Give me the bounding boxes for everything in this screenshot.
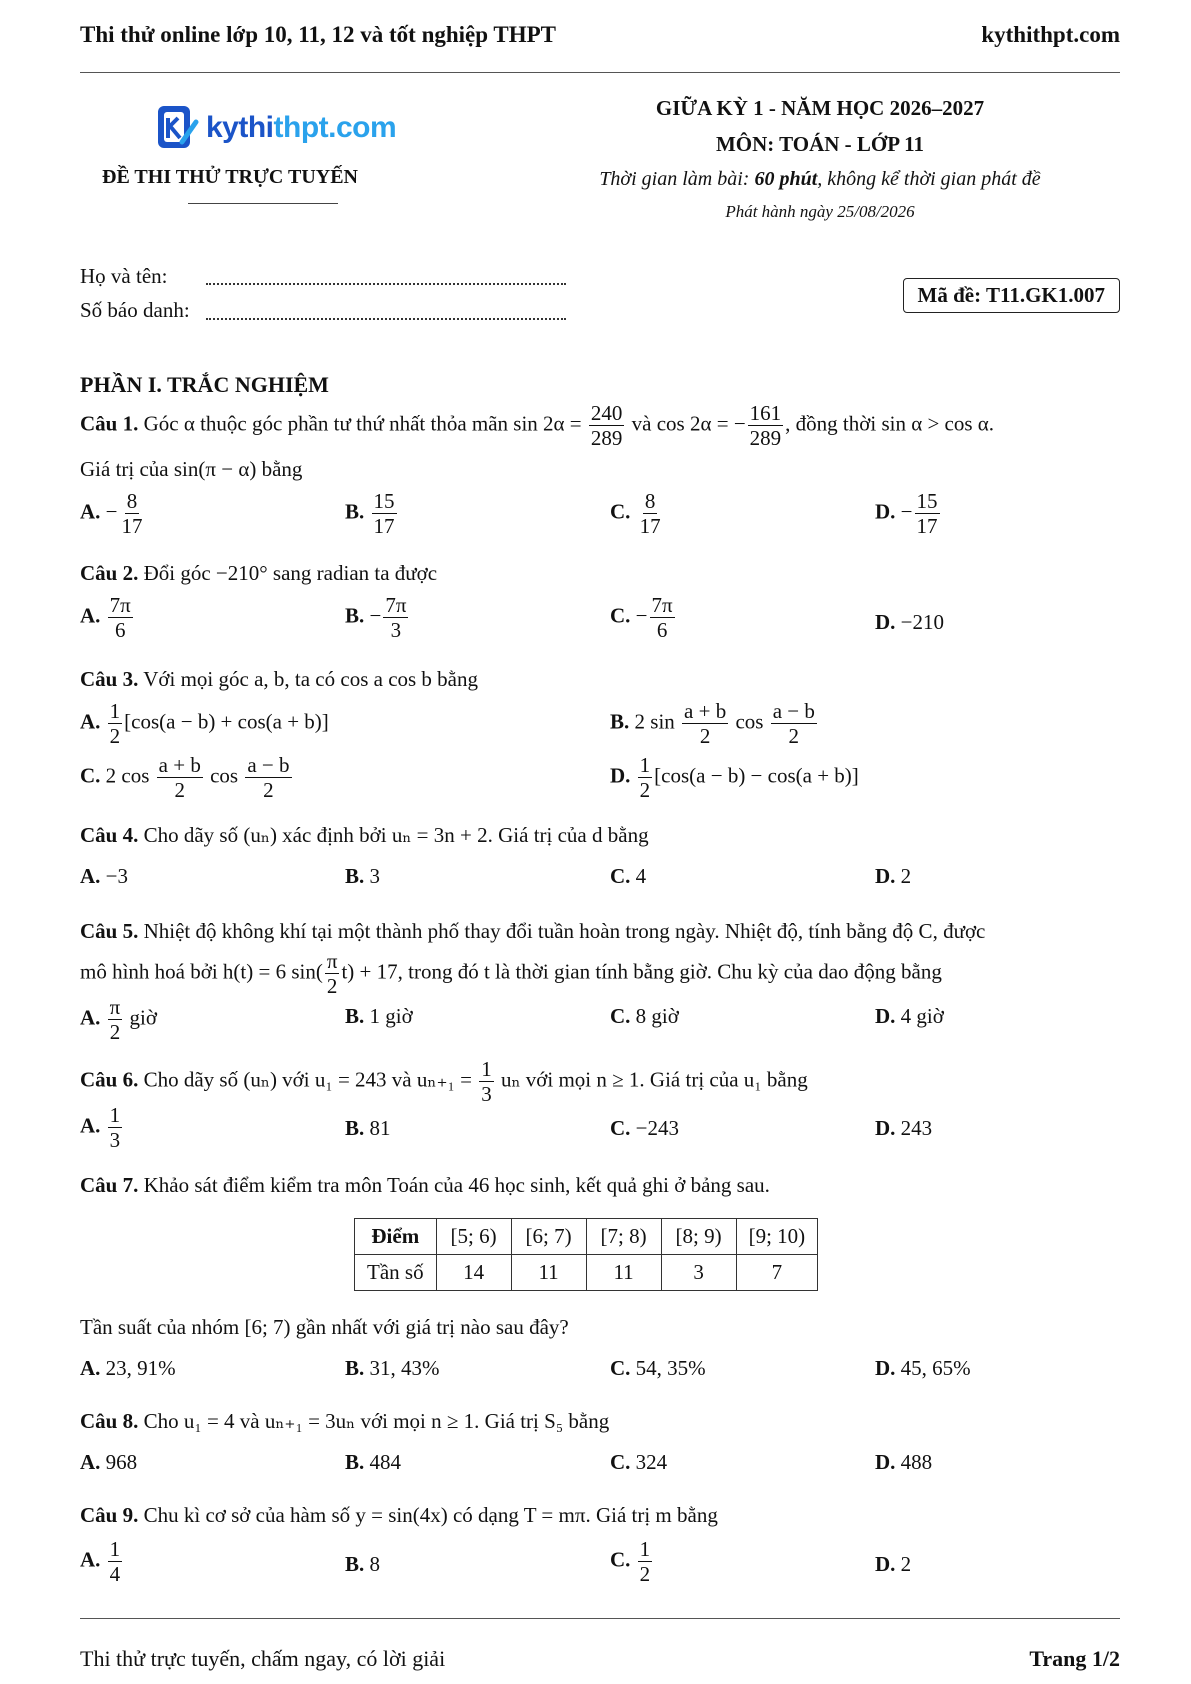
table-cell: 3	[661, 1255, 736, 1291]
q4-option-b[interactable]: B. 3	[345, 864, 381, 888]
subtitle-underline	[188, 203, 338, 204]
question-1: Câu 1. Góc α thuộc góc phần tư thứ nhất thỏa mãn sin 2α = $\frac{240}{289}$ và cos 2α = − $\frac{161}{289}$ , đồng thời sin α > cos α.	[80, 401, 995, 451]
page-number: Trang 1/2	[1029, 1646, 1120, 1671]
q6-option-b[interactable]: B. 81	[345, 1116, 391, 1140]
q6-option-d[interactable]: D. 243	[875, 1116, 933, 1140]
table-header-cell: [8; 9)	[661, 1219, 736, 1255]
question-7-prompt: Tần suất của nhóm [6; 7) gần nhất với giá trị nào sau đây?	[80, 1315, 569, 1339]
q5-option-b[interactable]: B. 1 giờ	[345, 1004, 413, 1028]
table-row	[355, 1255, 818, 1291]
site-logo	[152, 100, 396, 156]
q5-option-d[interactable]: D. 4 giờ	[875, 1004, 944, 1028]
q8-option-a[interactable]: A. 968	[80, 1450, 138, 1474]
site-url: kythithpt.com	[981, 22, 1120, 47]
q3-option-a[interactable]: A. $\frac{1}{2}$ [cos(a − b) + cos(a + b)]	[80, 699, 329, 749]
footer-tagline: Thi thử trực tuyến, chấm ngay, có lời giải	[80, 1646, 446, 1671]
online-exam-subtitle: ĐỀ THI THỬ TRỰC TUYẾN	[102, 166, 358, 188]
q4-option-a[interactable]: A. −3	[80, 864, 129, 888]
name-label: Họ và tên:	[80, 264, 168, 288]
question-9: Câu 9. Chu kì cơ sở của hàm số y = sin(4x) có dạng T = mπ. Giá trị m bằng	[80, 1503, 718, 1527]
q3-option-d[interactable]: D. $\frac{1}{2}$ [cos(a − b) − cos(a + b)]	[610, 753, 859, 803]
exam-code-box: Mã đề: T11.GK1.007	[903, 278, 1120, 313]
table-header-cell: [7; 8)	[586, 1219, 661, 1255]
q1-option-a[interactable]: A. − $\frac{8}{17}$	[80, 489, 143, 539]
question-7: Câu 7. Khảo sát điểm kiểm tra môn Toán của 46 học sinh, kết quả ghi ở bảng sau.	[80, 1173, 770, 1197]
q7-option-b[interactable]: B. 31, 43%	[345, 1356, 440, 1380]
q2-option-c[interactable]: C. − $\frac{7\pi}{6}$	[610, 593, 673, 643]
q8-option-d[interactable]: D. 488	[875, 1450, 933, 1474]
table-cell: 7	[736, 1255, 818, 1291]
q5-option-a[interactable]: A. $\frac{\pi}{2}$ giờ	[80, 995, 157, 1045]
table-header-cell: Điểm	[355, 1219, 437, 1255]
q7-option-a[interactable]: A. 23, 91%	[80, 1356, 176, 1380]
logo-text: kythithpt.com	[206, 111, 397, 144]
q3-option-b[interactable]: B. 2 sin $\frac{a + b}{2}$ cos $\frac{a - b}{2}$	[610, 699, 815, 749]
table-row	[355, 1219, 818, 1255]
logo-icon	[152, 102, 200, 154]
q7-option-c[interactable]: C. 54, 35%	[610, 1356, 706, 1380]
q1-option-b[interactable]: B. $\frac{15}{17}$	[345, 489, 395, 539]
exam-title: GIỮA KỲ 1 - NĂM HỌC 2026–2027	[655, 96, 985, 120]
q9-option-b[interactable]: B. 8	[345, 1552, 381, 1576]
table-header-cell: [6; 7)	[511, 1219, 586, 1255]
q8-option-b[interactable]: B. 484	[345, 1450, 402, 1474]
q4-option-d[interactable]: D. 2	[875, 864, 912, 888]
q1-option-d[interactable]: D. − $\frac{15}{17}$	[875, 489, 938, 539]
question-5: Câu 5. Nhiệt độ không khí tại một thành phố thay đổi tuần hoàn trong ngày. Nhiệt độ, tính bằng độ C, được	[80, 919, 986, 943]
question-8: Câu 8. Cho u₁ = 4 và uₙ₊₁ = 3uₙ với mọi n ≥ 1. Giá trị S₅ bằng	[80, 1409, 610, 1433]
fraction: $\frac{240}{289}$	[590, 401, 623, 451]
q9-option-a[interactable]: A. $\frac{1}{4}$	[80, 1537, 121, 1587]
q6-option-c[interactable]: C. −243	[610, 1116, 680, 1140]
q2-option-d[interactable]: D. −210	[875, 610, 945, 634]
table-cell: 11	[511, 1255, 586, 1291]
table-cell: Tần số	[355, 1255, 437, 1291]
q5-option-c[interactable]: C. 8 giờ	[610, 1004, 679, 1028]
release-date: Phát hành ngày 25/08/2026	[725, 202, 915, 221]
q8-option-c[interactable]: C. 324	[610, 1450, 668, 1474]
q2-option-a[interactable]: A. $\frac{7\pi}{6}$	[80, 593, 131, 643]
table-cell: 14	[436, 1255, 511, 1291]
table-header-cell: [9; 10)	[736, 1219, 818, 1255]
q1-option-c[interactable]: C. $\frac{8}{17}$	[610, 489, 661, 539]
student-id-field[interactable]	[206, 318, 566, 320]
section-title: PHẦN I. TRẮC NGHIỆM	[80, 372, 329, 397]
student-id-label: Số báo danh:	[80, 298, 190, 322]
frequency-table	[354, 1218, 818, 1291]
q9-option-d[interactable]: D. 2	[875, 1552, 912, 1576]
table-header-cell: [5; 6)	[436, 1219, 511, 1255]
name-field[interactable]	[206, 283, 566, 285]
header-divider	[80, 72, 1120, 73]
question-1-line2: Giá trị của sin(π − α) bằng	[80, 457, 303, 481]
q6-option-a[interactable]: A. $\frac{1}{3}$	[80, 1103, 121, 1153]
question-3: Câu 3. Với mọi góc a, b, ta có cos a cos b bằng	[80, 667, 479, 691]
question-6: Câu 6. Cho dãy số (uₙ) với u₁ = 243 và uₙ₊₁ = $\frac{1}{3}$ uₙ với mọi n ≥ 1. Giá trị của u₁ bằng	[80, 1057, 808, 1107]
table-cell: 11	[586, 1255, 661, 1291]
question-4: Câu 4. Cho dãy số (uₙ) xác định bởi uₙ = 3n + 2. Giá trị của d bằng	[80, 823, 649, 847]
fraction: $\frac{161}{289}$	[749, 401, 782, 451]
q9-option-c[interactable]: C. $\frac{1}{2}$	[610, 1537, 651, 1587]
site-tagline: Thi thử online lớp 10, 11, 12 và tốt nghiệp THPT	[80, 22, 556, 47]
footer-divider	[80, 1618, 1120, 1619]
q3-option-c[interactable]: C. 2 cos $\frac{a + b}{2}$ cos $\frac{a - b}{2}$	[80, 753, 290, 803]
question-2: Câu 2. Đổi góc −210° sang radian ta được	[80, 561, 438, 585]
question-5-line2: mô hình hoá bởi h(t) = 6 sin( $\frac{\pi}{2}$ t) + 17, trong đó t là thời gian tính bằng giờ. Chu kỳ của dao động bằng	[80, 949, 942, 999]
q4-option-c[interactable]: C. 4	[610, 864, 647, 888]
exam-time: Thời gian làm bài: 60 phút, không kể thời gian phát đề	[599, 168, 1041, 190]
exam-subject: MÔN: TOÁN - LỚP 11	[715, 132, 925, 156]
q2-option-b[interactable]: B. − $\frac{7\pi}{3}$	[345, 593, 407, 643]
q7-option-d[interactable]: D. 45, 65%	[875, 1356, 971, 1380]
exam-page	[80, 0, 1120, 1684]
